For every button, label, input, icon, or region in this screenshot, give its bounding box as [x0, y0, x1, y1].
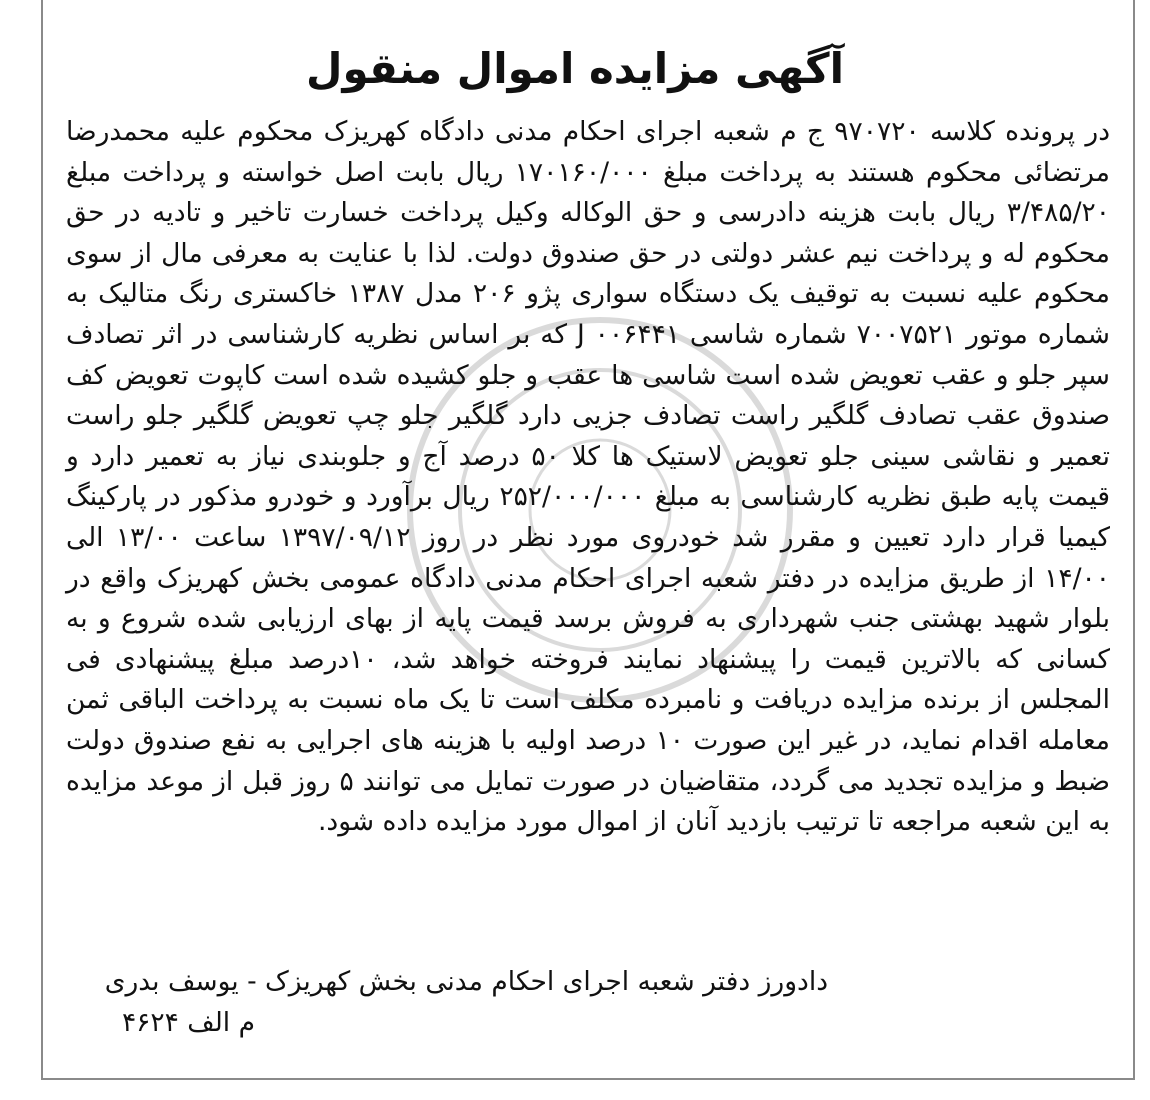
- notice-body: در پرونده کلاسه ۹۷۰۷۲۰ ج م شعبه اجرای احکام مدنی دادگاه کهریزک محکوم علیه محمدرضا مرتضائی محکوم هستند به پرداخت مبلغ ۱۷۰۱۶۰/۰۰۰ ریال بابت اصل خواسته و پرداخت مبلغ ۳/۴۸۵/۲۰ ریال بابت هزینه دادرسی و حق الوکاله وکیل پرداخت خسارت تاخیر و تادیه در حق محکوم له و پرداخت نیم عشر دولتی در حق صندوق دولت. لذا با عنایت به معرفی مال از سوی محکوم علیه نسبت به توقیف یک دستگاه سواری پژو ۲۰۶ مدل ۱۳۸۷ خاکستری رنگ متالیک به شماره موتور ۷۰۰۷۵۲۱ شماره شاسی J ۰۰۶۴۴۱ که بر اساس نظریه کارشناسی در اثر تصادف سپر جلو و عقب تعویض شده است شاسی ها عقب و جلو کشیده شده است کاپوت تعویض کف صندوق عقب تصادف گلگیر راست تصادف جزیی دارد گلگیر جلو چپ تعویض گلگیر جلو راست تعمیر و نقاشی سینی جلو تعویض لاستیک ها کلا ۵۰ درصد آج و جلوبندی نیاز به تعمیر دارد و قیمت پایه طبق نظریه کارشناسی به مبلغ ۲۵۲/۰۰۰/۰۰۰ ریال برآورد و خودرو مذکور در پارکینگ کیمیا قرار دارد تعیین و مقرر شد خودروی مورد نظر در روز ۱۳۹۷/۰۹/۱۲ ساعت ۱۳/۰۰ الی ۱۴/۰۰ از طریق مزایده در دفتر شعبه اجرای احکام مدنی دادگاه عمومی بخش کهریزک واقع در بلوار شهید بهشتی جنب شهرداری به فروش برسد قیمت پایه از بهای ارزیابی شده شروع و به کسانی که بالاترین قیمت را پیشنهاد نمایند فروخته خواهد شد، ۱۰درصد مبلغ پیشنهادی فی المجلس از برنده مزایده دریافت و نامبرده مکلف است تا یک ماه نسبت به پرداخت الباقی ثمن معامله اقدام نماید، در غیر این صورت ۱۰ درصد اولیه با هزینه های اجرایی به نفع صندوق دولت ضبط و مزایده تجدید می گردد، متقاضیان در صورت تمایل می توانند ۵ روز قبل از موعد مزایده به این شعبه مراجعه تا ترتیب بازدید آنان از اموال مورد مزایده داده شود.: [66, 116, 1111, 838]
- notice-title: آگهی مزایده اموال منقول: [306, 44, 844, 93]
- notice-signature: دادورز دفتر شعبه اجرای احکام مدنی بخش کهریزک - یوسف بدری: [104, 966, 828, 997]
- notice-code: م الف ۴۶۲۴: [121, 1007, 255, 1038]
